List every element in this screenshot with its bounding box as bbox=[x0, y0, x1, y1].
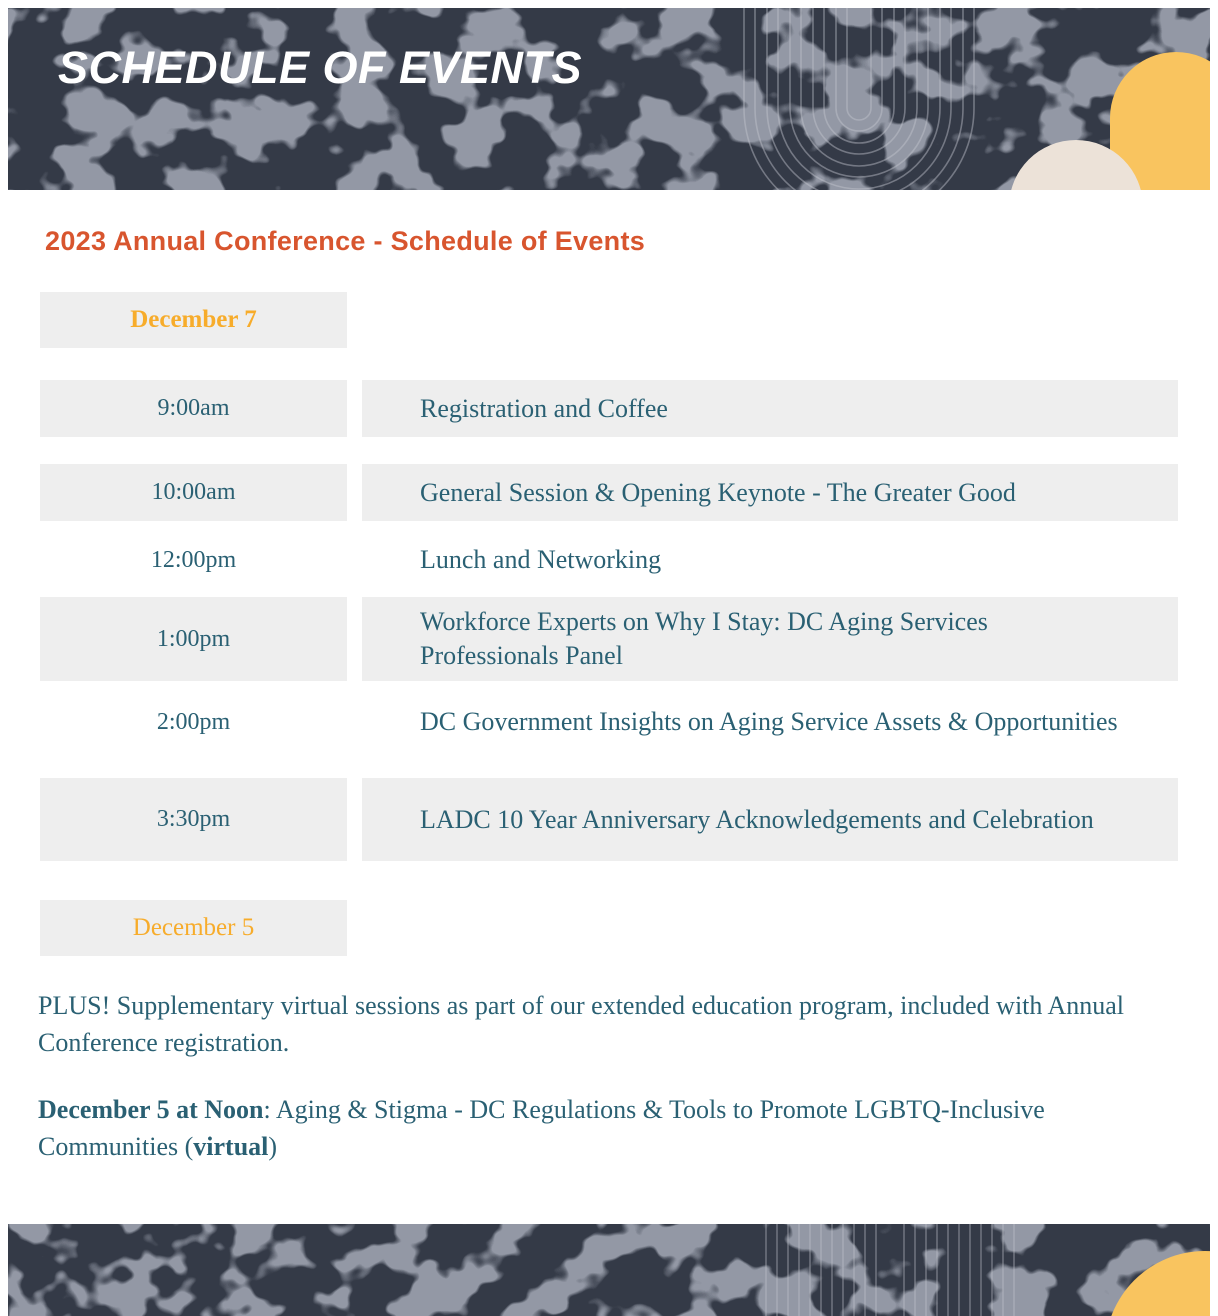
dec5-session-paragraph bbox=[38, 1092, 1180, 1166]
time-cell bbox=[40, 380, 347, 437]
event-cell bbox=[362, 464, 1178, 521]
day-header-label: December 5 bbox=[132, 914, 255, 941]
arch-lines-decoration bbox=[8, 1224, 1210, 1316]
time-cell bbox=[40, 464, 347, 521]
event-title: Workforce Experts on Why I Stay: DC Aging Services Professionals Panel bbox=[420, 607, 988, 670]
day-header-december-5 bbox=[40, 900, 347, 956]
event-cell bbox=[362, 380, 1178, 437]
day-header-label: December 7 bbox=[130, 306, 257, 333]
dec5-separator: : bbox=[263, 1095, 276, 1124]
event-title: DC Government Insights on Aging Service Assets & Opportunities bbox=[420, 707, 1118, 737]
event-cell bbox=[362, 532, 1178, 588]
dec5-close-paren: ) bbox=[268, 1131, 278, 1161]
day-header-december-7 bbox=[40, 292, 347, 348]
time-cell bbox=[40, 778, 347, 861]
footer-band bbox=[8, 1224, 1210, 1316]
dec5-date-bold: December 5 at Noon bbox=[38, 1095, 264, 1124]
time-label: 3:30pm bbox=[156, 806, 231, 832]
time-label: 9:00am bbox=[157, 395, 230, 421]
dec5-session-text: Aging & Stigma - DC Regulations & Tools to Promote LGBTQ-Inclusive Communities ( bbox=[38, 1095, 1045, 1161]
banner-title: SCHEDULE OF EVENTS bbox=[58, 42, 583, 93]
time-cell bbox=[40, 694, 347, 750]
time-label: 2:00pm bbox=[156, 708, 231, 735]
event-cell bbox=[362, 694, 1178, 750]
time-cell bbox=[40, 597, 347, 681]
event-title: Lunch and Networking bbox=[420, 545, 662, 575]
time-label: 10:00am bbox=[151, 479, 236, 505]
header-band bbox=[8, 8, 1210, 190]
time-cell bbox=[40, 532, 347, 588]
time-label: 1:00pm bbox=[156, 625, 231, 652]
plus-paragraph: PLUS! Supplementary virtual sessions as part of our extended education program, included with Annual Conference registration. bbox=[38, 991, 1124, 1057]
dec5-virtual-bold: virtual bbox=[193, 1131, 269, 1161]
event-title: General Session & Opening Keynote - The Greater Good bbox=[420, 477, 1016, 507]
conference-heading: 2023 Annual Conference - Schedule of Events bbox=[45, 226, 646, 256]
time-label: 12:00pm bbox=[150, 546, 237, 573]
event-cell bbox=[362, 597, 1178, 681]
arch-lines-decoration bbox=[743, 8, 975, 190]
event-title: Registration and Coffee bbox=[420, 393, 668, 423]
event-cell bbox=[362, 778, 1178, 861]
event-title: LADC 10 Year Anniversary Acknowledgements and Celebration bbox=[420, 804, 1094, 834]
